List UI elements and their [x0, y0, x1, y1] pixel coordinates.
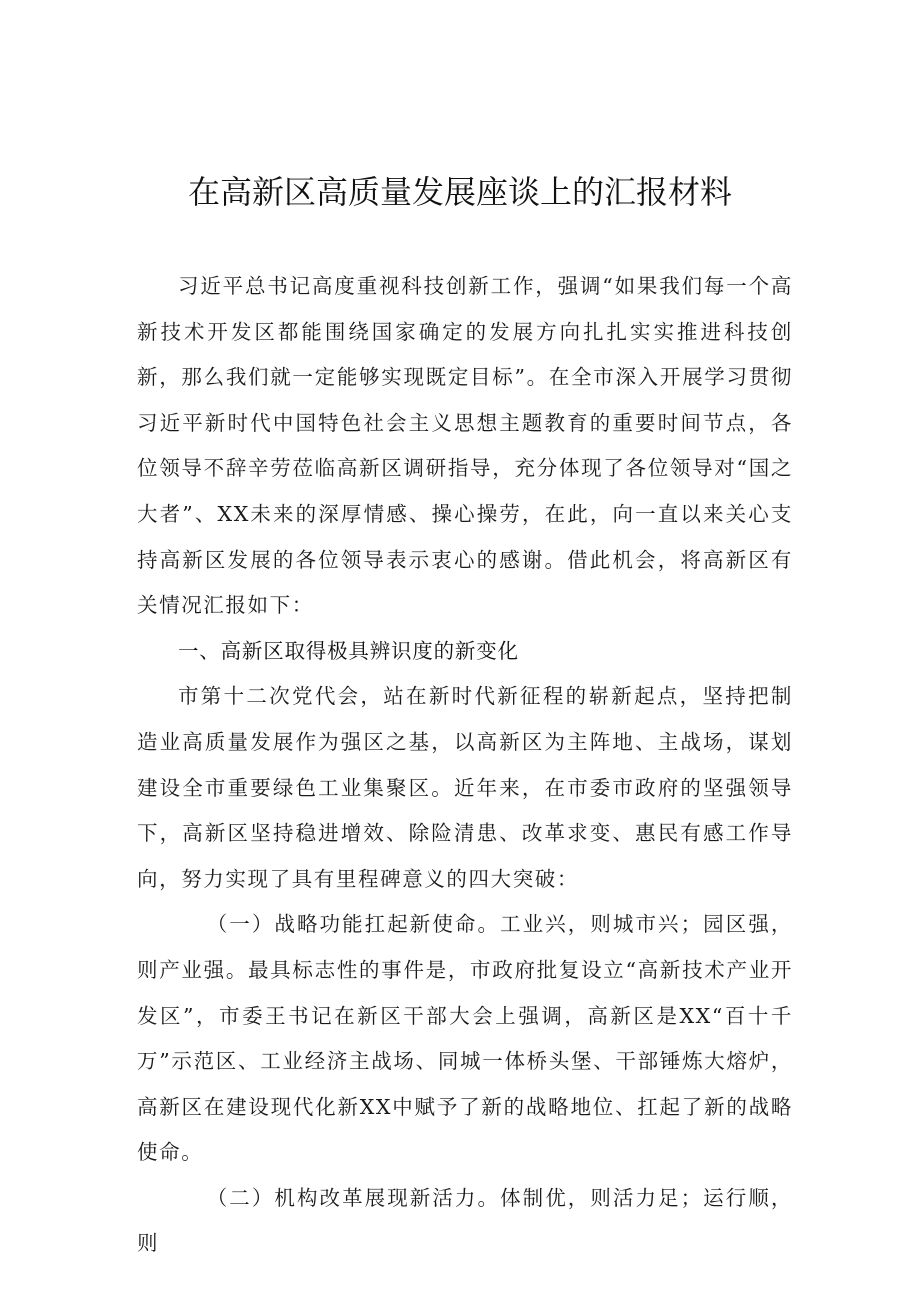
section-heading-1: 一、高新区取得极具辨识度的新变化	[178, 638, 519, 663]
document-body	[137, 264, 793, 1267]
intro-paragraph: 习近平总书记高度重视科技创新工作，强调“如果我们每一个高新技术开发区都能围绕国家确定的发展方向扎扎实实推进科技创新，那么我们就一定能够实现既定目标”。在全市深入开展学习贯彻习近平新时代中国特色社会主义思想主题教育的重要时间节点，各位领导不辞辛劳莅临高新区调研指导，充分体现了各位领导对“国之大者”、XX未来的深厚情感、操心操劳，在此，向一直以来关心支持高新区发展的各位领导表示衷心的感谢。借此机会，将高新区有关情况汇报如下：	[137, 274, 793, 618]
section-1-paragraph: 市第十二次党代会，站在新时代新征程的崭新起点，坚持把制造业高质量发展作为强区之基，以高新区为主阵地、主战场，谋划建设全市重要绿色工业集聚区。近年来，在市委市政府的坚强领导下，高新区坚持稳进增效、除险清患、改革求变、惠民有感工作导向，努力实现了具有里程碑意义的四大突破：	[137, 684, 793, 891]
point-2-paragraph: （二）机构改革展现新活力。体制优，则活力足；运行顺，则	[137, 1185, 793, 1256]
document-title: 在高新区高质量发展座谈上的汇报材料	[187, 173, 732, 211]
point-1-paragraph: （一）战略功能扛起新使命。工业兴，则城市兴；园区强，则产业强。最具标志性的事件是，市政府批复设立“高新技术产业开发区”，市委王书记在新区干部大会上强调，高新区是XX“百十千万”示范区、工业经济主战场、同城一体桥头堡、干部锤炼大熔炉，高新区在建设现代化新XX中赋予了新的战略地位、扛起了新的战略使命。	[137, 912, 793, 1165]
